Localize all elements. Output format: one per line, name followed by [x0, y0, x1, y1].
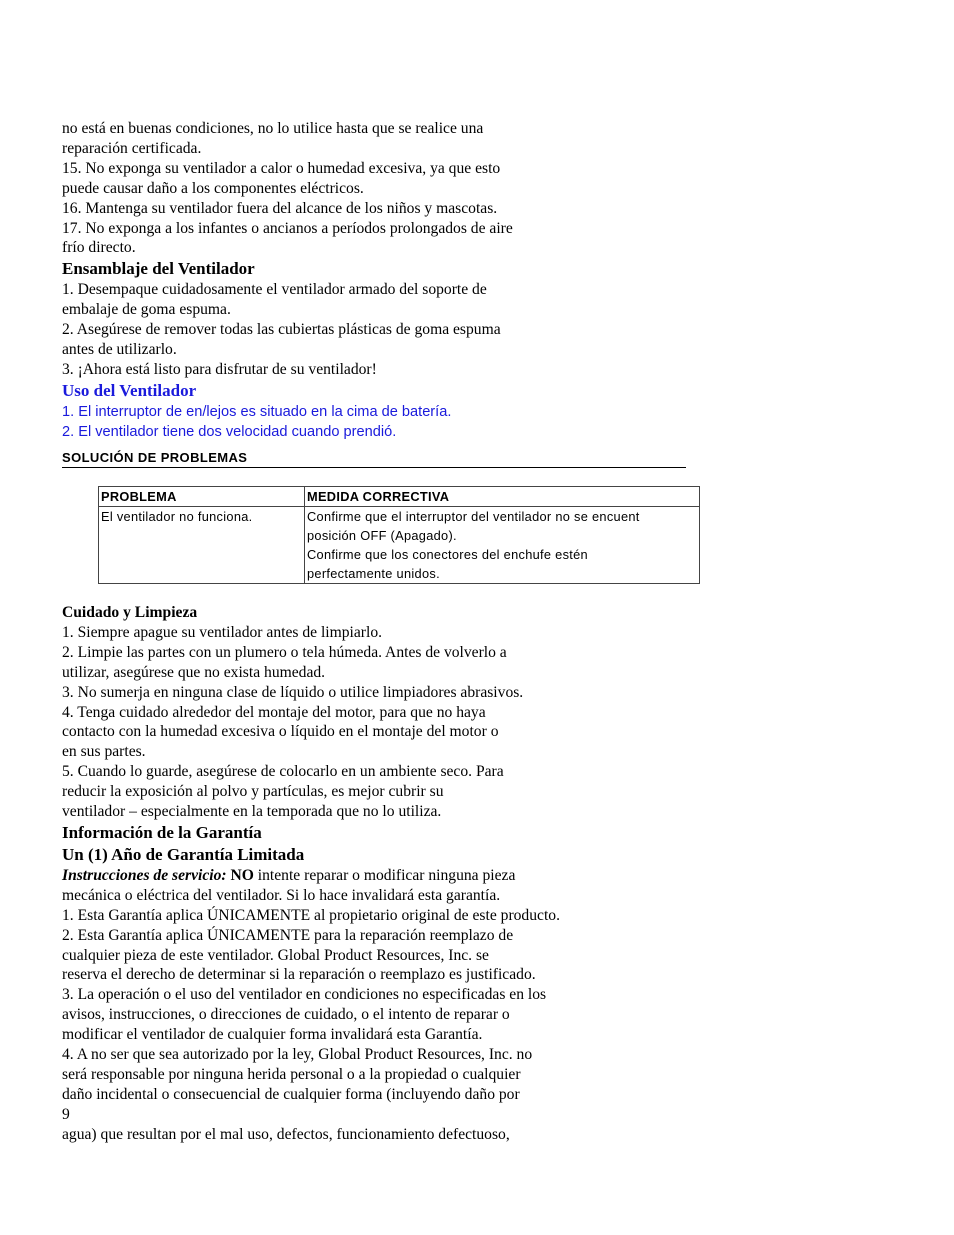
- text-line: 2. El ventilador tiene dos velocidad cuando prendió.: [62, 424, 397, 441]
- action-line: perfectamente unidos.: [307, 565, 440, 581]
- text-line: daño incidental o consecuencial de cualquier forma (incluyendo daño por: [62, 1085, 520, 1103]
- text-line: 1. Esta Garantía aplica ÚNICAMENTE al propietario original de este producto.: [62, 906, 560, 924]
- section-subheading: Un (1) Año de Garantía Limitada: [62, 844, 305, 864]
- document-page: [62, 119, 702, 1145]
- text-line: ventilador – especialmente en la temporada que no lo utiliza.: [62, 803, 442, 821]
- text-line: reserva el derecho de determinar si la reparación o reemplazo es justificado.: [62, 966, 536, 984]
- action-line: Confirme que los conectores del enchufe estén: [307, 546, 588, 562]
- usage-section: [62, 380, 702, 443]
- text-line: 15. No exponga su ventilador a calor o humedad excesiva, ya que esto: [62, 159, 501, 177]
- column-header: PROBLEMA: [99, 486, 305, 506]
- text-line: 4. A no ser que sea autorizado por la ley, Global Product Resources, Inc. no: [62, 1046, 533, 1064]
- text-line: 3. La operación o el uso del ventilador en condiciones no especificadas en los: [62, 986, 547, 1004]
- service-instructions-line: [62, 866, 702, 886]
- assembly-section: [62, 258, 702, 380]
- text-line: 17. No exponga a los infantes o ancianos a períodos prolongados de aire: [62, 219, 513, 237]
- text-line: agua) que resultan por el mal uso, defectos, funcionamiento defectuoso,: [62, 1125, 510, 1143]
- text-line: embalaje de goma espuma.: [62, 301, 231, 319]
- problem-text: El ventilador no funciona.: [101, 508, 253, 524]
- column-header: MEDIDA CORRECTIVA: [305, 486, 700, 506]
- text-line: no está en buenas condiciones, no lo utilice hasta que se realice una: [62, 120, 484, 137]
- text-line: modificar el ventilador de cualquier forma invalidará esta Garantía.: [62, 1026, 483, 1044]
- text-line: 2. Esta Garantía aplica ÚNICAMENTE para la reparación reemplazo de: [62, 926, 514, 944]
- section-heading: Información de la Garantía: [62, 822, 262, 842]
- text-line: frío directo.: [62, 239, 136, 257]
- text-line: 2. Asegúrese de remover todas las cubiertas plásticas de goma espuma: [62, 321, 501, 339]
- text-line: antes de utilizarlo.: [62, 341, 177, 359]
- text-line: en sus partes.: [62, 743, 146, 761]
- text-line: reparación certificada.: [62, 139, 202, 157]
- text-line: avisos, instrucciones, o direcciones de cuidado, o el intento de reparar o: [62, 1006, 510, 1024]
- troubleshooting-table: [98, 486, 700, 584]
- text-line: mecánica o eléctrica del ventilador. Si lo hace invalidará esta garantía.: [62, 886, 501, 904]
- text-line: 5. Cuando lo guarde, asegúrese de colocarlo en un ambiente seco. Para: [62, 763, 504, 781]
- table-row: [99, 506, 700, 583]
- text-line: 2. Limpie las partes con un plumero o tela húmeda. Antes de volverlo a: [62, 643, 507, 661]
- service-no: NO: [230, 866, 254, 884]
- section-heading: Cuidado y Limpieza: [62, 603, 198, 621]
- action-line: posición OFF (Apagado).: [307, 527, 457, 543]
- text-line: será responsable por ninguna herida personal o a la propiedad o cualquier: [62, 1066, 521, 1083]
- section-heading: Uso del Ventilador: [62, 380, 197, 400]
- text-line: 16. Mantenga su ventilador fuera del alcance de los niños y mascotas.: [62, 199, 498, 217]
- text-line: 1. Siempre apague su ventilador antes de limpiarlo.: [62, 623, 383, 641]
- care-section: [62, 603, 702, 822]
- page-number: 9: [62, 1105, 70, 1123]
- service-rest: intente reparar o modificar ninguna pieza: [253, 866, 516, 884]
- text-line: 1. El interruptor de en/lejos es situado en la cima de batería.: [62, 403, 452, 420]
- section-heading: Ensamblaje del Ventilador: [62, 259, 255, 279]
- service-label: Instrucciones de servicio:: [62, 866, 227, 884]
- action-line: Confirme que el interruptor del ventilador no se encuent: [307, 508, 640, 524]
- table-cell: [99, 506, 305, 583]
- text-line: 1. Desempaque cuidadosamente el ventilador armado del soporte de: [62, 281, 487, 299]
- intro-section: [62, 119, 702, 258]
- text-line: 3. No sumerja en ninguna clase de líquido o utilice limpiadores abrasivos.: [62, 683, 524, 701]
- text-line: utilizar, asegúrese que no exista humedad.: [62, 663, 326, 681]
- text-line: 4. Tenga cuidado alrededor del montaje del motor, para que no haya: [62, 703, 486, 721]
- section-heading: SOLUCIÓN DE PROBLEMAS: [62, 451, 686, 468]
- text-line: 3. ¡Ahora está listo para disfrutar de su ventilador!: [62, 360, 377, 378]
- text-line: cualquier pieza de este ventilador. Global Product Resources, Inc. se: [62, 946, 489, 964]
- warranty-section: [62, 822, 702, 1145]
- text-line: reducir la exposición al polvo y partículas, es mejor cubrir su: [62, 783, 444, 801]
- table-header-row: [99, 486, 700, 506]
- text-line: puede causar daño a los componentes eléctricos.: [62, 179, 364, 197]
- text-line: contacto con la humedad excesiva o líquido en el montaje del motor o: [62, 723, 499, 741]
- troubleshooting-section: [62, 451, 702, 603]
- table-cell: [305, 506, 700, 583]
